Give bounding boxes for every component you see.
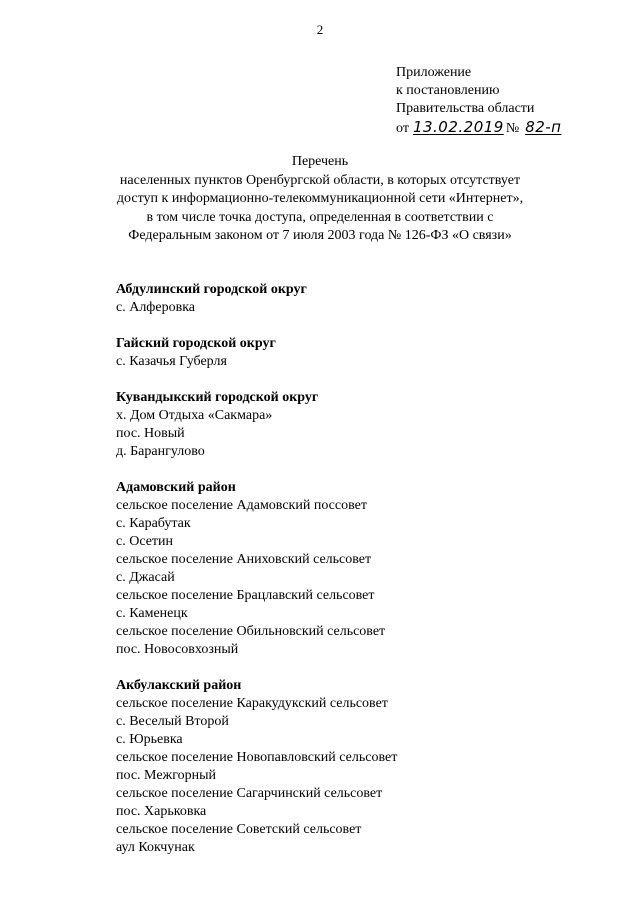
title-line-1: населенных пунктов Оренбургской области, в которых отсутствует [119,172,521,188]
date-prefix: от [396,121,409,136]
district-section [116,677,397,857]
handwritten-date: 13.02.2019 [412,118,504,136]
settlement-item: с. Каменецк [116,606,188,621]
settlement-item: х. Дом Отдыха «Сакмара» [116,408,273,423]
district-section [116,479,397,659]
settlement-item: пос. Харьковка [116,804,207,819]
district-section [116,335,397,371]
handwritten-number: 82-п [525,118,562,136]
settlement-item: с. Осетин [116,534,174,549]
settlement-item: сельское поселение Аниховский сельсовет [116,552,372,567]
settlement-item: сельское поселение Брацлавский сельсовет [116,588,375,603]
settlement-item: с. Юрьевка [116,732,183,747]
settlement-item: сельское поселение Адамовский поссовет [116,498,367,513]
settlement-item: с. Алферовка [116,300,196,315]
appendix-line-1: Приложение [396,65,472,80]
title-line-2: доступ к информационно-телекоммуникационной сети «Интернет», [116,191,524,206]
district-heading: Гайский городской округ [116,336,276,351]
district-section [116,281,397,317]
settlement-item: сельское поселение Новопавловский сельсовет [116,750,398,765]
title-line-3: в том числе точка доступа, определенная в соответствии с [146,209,494,225]
appendix-block [396,64,562,138]
title-heading: Перечень [291,154,349,169]
appendix-line-3: Правительства области [396,101,535,116]
settlement-item: д. Барангулово [116,444,205,459]
settlement-item: сельское поселение Сагарчинский сельсовет [116,786,383,801]
settlement-item: сельское поселение Обильновский сельсовет [116,624,386,639]
district-heading: Кувандыкский городской округ [116,390,319,405]
appendix-line-2: к постановлению [396,83,500,98]
title-line-4: Федеральным законом от 7 июля 2003 года № 126-ФЗ «О связи» [128,228,512,243]
settlement-item: аул Кокчунак [116,840,195,855]
settlement-item: пос. Новый [116,426,185,441]
settlement-item: сельское поселение Советский сельсовет [116,822,362,837]
district-heading: Акбулакский район [116,678,242,693]
settlement-item: пос. Новосовхозный [116,642,239,657]
document-title [80,153,560,246]
settlement-item: с. Джасай [116,570,175,585]
district-section [116,389,397,461]
page-number: 2 [316,22,324,37]
settlement-item: сельское поселение Каракудукский сельсовет [116,696,388,711]
district-heading: Адамовский район [116,480,236,495]
settlements-list [116,281,397,875]
appendix-date-line [396,118,562,138]
settlement-item: с. Карабутак [116,516,191,531]
district-heading: Абдулинский городской округ [116,282,307,297]
settlement-item: пос. Межгорный [116,768,216,783]
settlement-item: с. Казачья Губерля [116,354,227,369]
number-sign: № [505,121,520,136]
settlement-item: с. Веселый Второй [116,714,229,729]
